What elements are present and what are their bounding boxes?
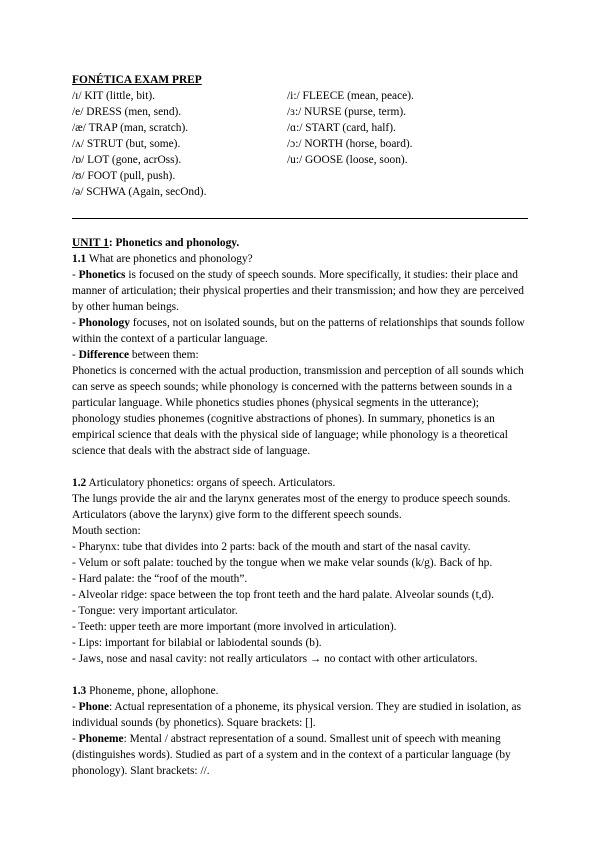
document-page: [72, 72, 528, 779]
phonetics-definition: - Phonetics is focused on the study of speech sounds. More specifically, it studies: their place and manner of articulation; their physical properties and their transmission; and how they are perceived by other human beings.: [72, 269, 524, 313]
list-item: - Alveolar ridge: space between the top front teeth and the hard palate. Alveolar sounds (t,d).: [72, 589, 494, 601]
vowel-line: /ʊ/ FOOT (pull, push).: [72, 170, 176, 182]
horizontal-divider: [72, 218, 528, 219]
list-item: - Teeth: upper teeth are more important (more involved in articulation).: [72, 621, 397, 633]
vowel-line: /ʌ/ STRUT (but, some).: [72, 138, 181, 150]
page-title: FONÉTICA EXAM PREP: [72, 74, 202, 86]
list-item: - Velum or soft palate: touched by the tongue when we make velar sounds (k/g). Back of hp.: [72, 557, 493, 569]
phone-definition: - Phone: Actual representation of a phoneme, its physical version. They are studied in isolation, as individual sounds (by phonetics). Square brackets: [].: [72, 701, 522, 729]
vowel-line: /ɜ:/ NURSE (purse, term).: [287, 106, 406, 118]
vowel-line: /i:/ FLEECE (mean, peace).: [287, 90, 414, 102]
list-item: - Lips: important for bilabial or labiodental sounds (b).: [72, 637, 322, 649]
articulators-intro: The lungs provide the air and the larynx generates most of the energy to produce speech sounds. Articulators (above the larynx) give form to the different speech sounds.: [72, 493, 511, 521]
section-1-2: [72, 475, 528, 667]
difference-heading: - Difference between them:: [72, 349, 199, 361]
unit-title-text: : Phonetics and phonology.: [108, 237, 240, 249]
vowel-line: /ɔ:/ NORTH (horse, board).: [287, 138, 413, 150]
vowel-line: /u:/ GOOSE (loose, soon).: [287, 154, 408, 166]
list-item: - Pharynx: tube that divides into 2 parts: back of the mouth and start of the nasal cavity.: [72, 541, 471, 553]
list-item: - Tongue: very important articulator.: [72, 605, 238, 617]
vowel-line: /e/ DRESS (men, send).: [72, 106, 182, 118]
mouth-section-label: Mouth section:: [72, 525, 141, 537]
section-heading-1-2: 1.2 Articulatory phonetics: organs of speech. Articulators.: [72, 477, 336, 489]
vowel-line: /æ/ TRAP (man, scratch).: [72, 122, 189, 134]
unit-1-section: [72, 235, 528, 779]
unit-title: [72, 235, 528, 251]
unit-label: UNIT 1: [72, 237, 109, 249]
vowel-line: /ɪ/ KIT (little, bit).: [72, 90, 155, 102]
long-vowels-column: [287, 88, 527, 168]
vowel-line: /ɒ/ LOT (gone, acrOss).: [72, 154, 182, 166]
vowel-chart: [72, 88, 528, 200]
section-heading-1-1: 1.1 What are phonetics and phonology?: [72, 253, 253, 265]
phoneme-definition: - Phoneme: Mental / abstract representation of a sound. Smallest unit of speech with meaning (distinguishes words). Studied as part of a system and in the context of a particular language (by phonology). Slant brackets: //.: [72, 733, 511, 777]
difference-paragraph: Phonetics is concerned with the actual production, transmission and perception of all sounds which can serve as speech sounds; while phonology is concerned with the patterns between sounds in a particular language. While phonetics studies phones (physical segments in the utterance); phonology studies phonemes (cognitive abstractions of phones). In summary, phonetics is an empirical science that deals with the physical side of language; while phonology is a theoretical science that deals with the abstract side of language.: [72, 365, 524, 457]
vowel-line: /ɑ:/ START (card, half).: [287, 122, 396, 134]
section-heading-1-3: 1.3 Phoneme, phone, allophone.: [72, 685, 219, 697]
phonology-definition: - Phonology focuses, not on isolated sounds, but on the patterns of relationships that sounds follow within the context of a particular language.: [72, 317, 525, 345]
section-1-3: [72, 683, 528, 779]
list-item: - Jaws, nose and nasal cavity: not really articulators → no contact with other articulators.: [72, 653, 478, 665]
vowel-line: /ə/ SCHWA (Again, secOnd).: [72, 186, 207, 198]
short-vowels-column: [72, 88, 292, 200]
list-item: - Hard palate: the “roof of the mouth”.: [72, 573, 248, 585]
